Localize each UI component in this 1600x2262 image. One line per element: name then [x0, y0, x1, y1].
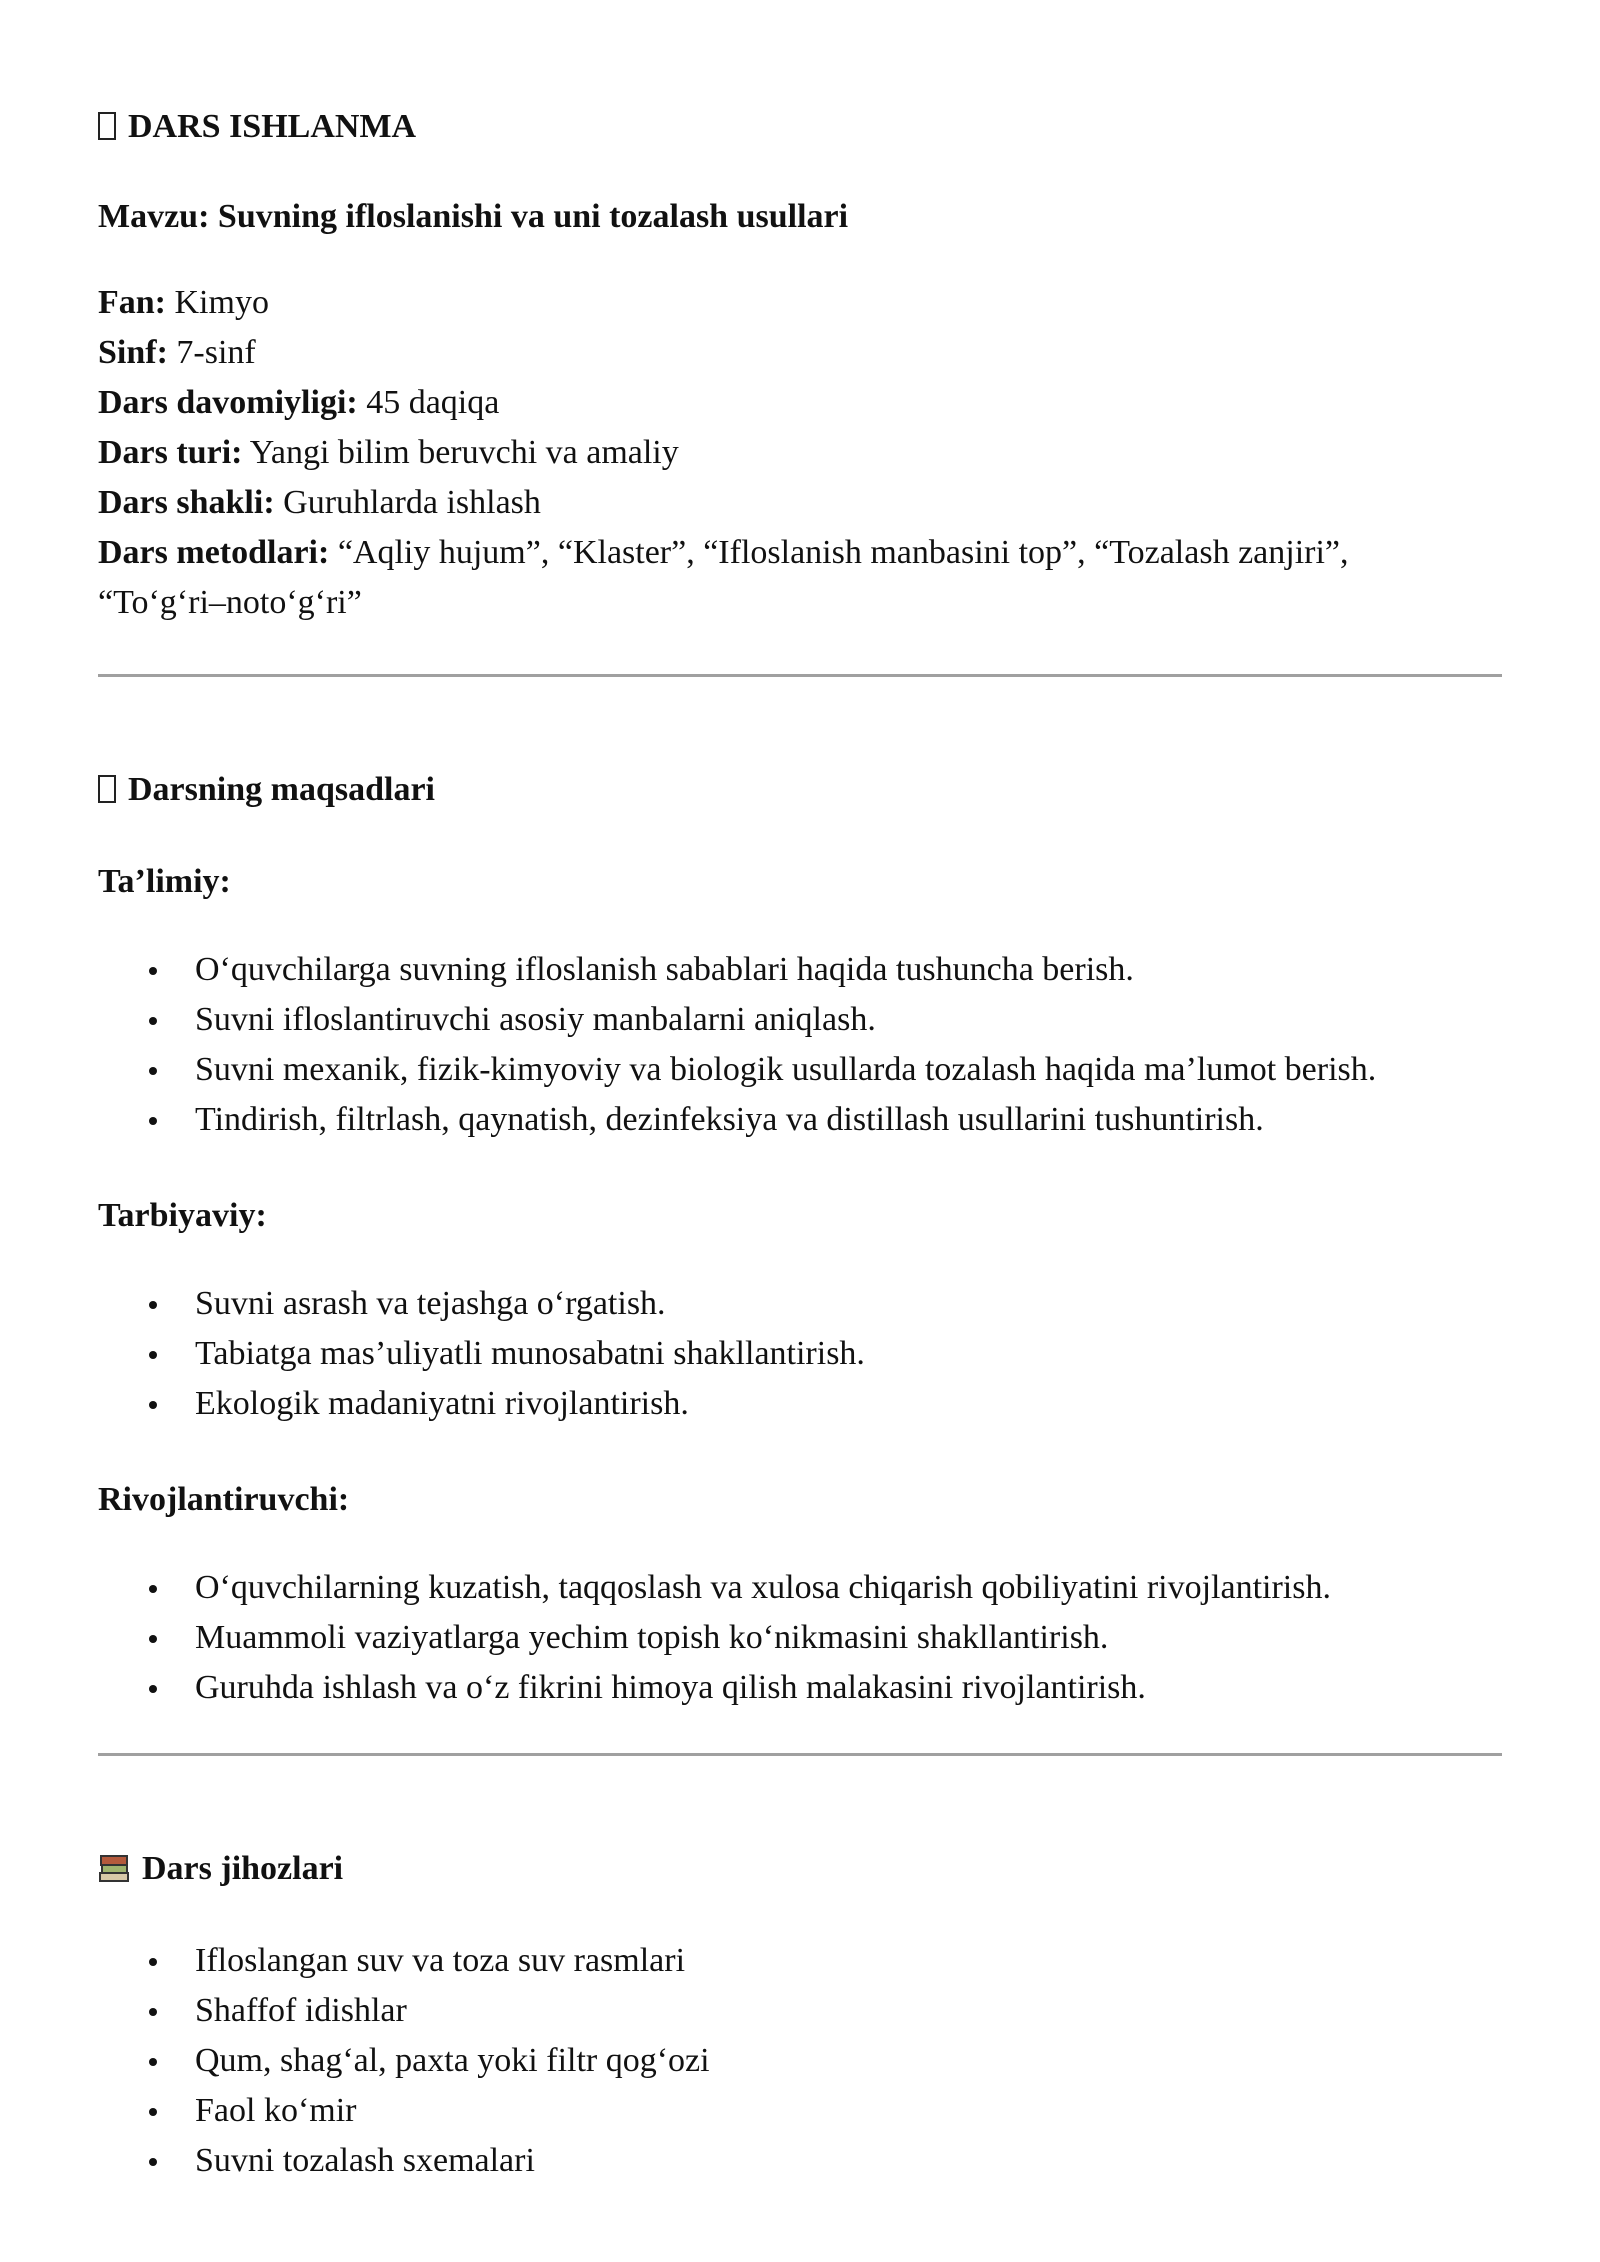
- missing-glyph-icon: [98, 112, 116, 140]
- equipment-list: [98, 1936, 1502, 2186]
- divider: [98, 674, 1502, 677]
- meta-row-metodlar: [98, 528, 1502, 578]
- list-item: O‘quvchilarning kuzatish, taqqoslash va xulosa chiqarish qobiliyatini rivojlantirish.: [98, 1563, 1502, 1613]
- talimiy-heading: Ta’limiy:: [98, 863, 231, 900]
- document-title: [98, 104, 1502, 150]
- list-item: Muammoli vaziyatlarga yechim topish ko‘nikmasini shakllantirish.: [98, 1613, 1502, 1663]
- meta-label: Dars davomiyligi:: [98, 384, 358, 421]
- goals-title: [98, 767, 1502, 813]
- meta-label: Dars shakli:: [98, 484, 275, 521]
- goals-title-text: Darsning maqsadlari: [128, 771, 435, 808]
- meta-value: 7-sinf: [176, 334, 256, 371]
- document-title-text: DARS ISHLANMA: [128, 108, 417, 145]
- meta-row-davomiylik: [98, 378, 1502, 428]
- meta-label: Sinf:: [98, 334, 168, 371]
- list-item: O‘quvchilarga suvning ifloslanish sabablari haqida tushuncha berish.: [98, 945, 1502, 995]
- list-item: Faol ko‘mir: [98, 2086, 1502, 2136]
- list-item: Suvni mexanik, fizik-kimyoviy va biologik usullarda tozalash haqida ma’lumot berish.: [98, 1045, 1502, 1095]
- tarbiyaviy-list: [98, 1279, 1502, 1429]
- divider: [98, 1753, 1502, 1756]
- rivojlantiruvchi-heading: Rivojlantiruvchi:: [98, 1481, 350, 1518]
- meta-row-turi: [98, 428, 1502, 478]
- list-item: Ekologik madaniyatni rivojlantirish.: [98, 1379, 1502, 1429]
- list-item: Qum, shag‘al, paxta yoki filtr qog‘ozi: [98, 2036, 1502, 2086]
- tarbiyaviy-heading: Tarbiyaviy:: [98, 1197, 267, 1234]
- meta-row-metodlar-cont: [98, 578, 1502, 628]
- list-item: Tabiatga mas’uliyatli munosabatni shakllantirish.: [98, 1329, 1502, 1379]
- books-icon: [98, 1853, 130, 1883]
- talimiy-list: [98, 945, 1502, 1145]
- meta-value: 45 daqiqa: [366, 384, 500, 421]
- lesson-meta: [98, 278, 1502, 628]
- list-item: Ifloslangan suv va toza suv rasmlari: [98, 1936, 1502, 1986]
- meta-row-fan: [98, 278, 1502, 328]
- meta-value: Kimyo: [174, 284, 269, 321]
- lesson-subject: Mavzu: Suvning ifloslanishi va uni tozalash usullari: [98, 198, 849, 235]
- meta-row-shakli: [98, 478, 1502, 528]
- meta-value: Guruhlarda ishlash: [283, 484, 541, 521]
- meta-label: Dars metodlari:: [98, 534, 330, 571]
- list-item: Tindirish, filtrlash, qaynatish, dezinfeksiya va distillash usullarini tushuntirish.: [98, 1095, 1502, 1145]
- meta-label: Fan:: [98, 284, 166, 321]
- equipment-title: [98, 1846, 1502, 1892]
- list-item: Guruhda ishlash va o‘z fikrini himoya qilish malakasini rivojlantirish.: [98, 1663, 1502, 1713]
- meta-row-sinf: [98, 328, 1502, 378]
- meta-value: Yangi bilim beruvchi va amaliy: [249, 434, 679, 471]
- meta-label: Dars turi:: [98, 434, 243, 471]
- meta-value: “To‘g‘ri–noto‘g‘ri”: [98, 584, 362, 621]
- list-item: Suvni tozalash sxemalari: [98, 2136, 1502, 2186]
- equipment-title-text: Dars jihozlari: [142, 1850, 344, 1887]
- missing-glyph-icon: [98, 775, 116, 803]
- list-item: Suvni asrash va tejashga o‘rgatish.: [98, 1279, 1502, 1329]
- rivojlantiruvchi-list: [98, 1563, 1502, 1713]
- list-item: Shaffof idishlar: [98, 1986, 1502, 2036]
- meta-value: “Aqliy hujum”, “Klaster”, “Ifloslanish manbasini top”, “Tozalash zanjiri”,: [337, 534, 1349, 571]
- list-item: Suvni ifloslantiruvchi asosiy manbalarni aniqlash.: [98, 995, 1502, 1045]
